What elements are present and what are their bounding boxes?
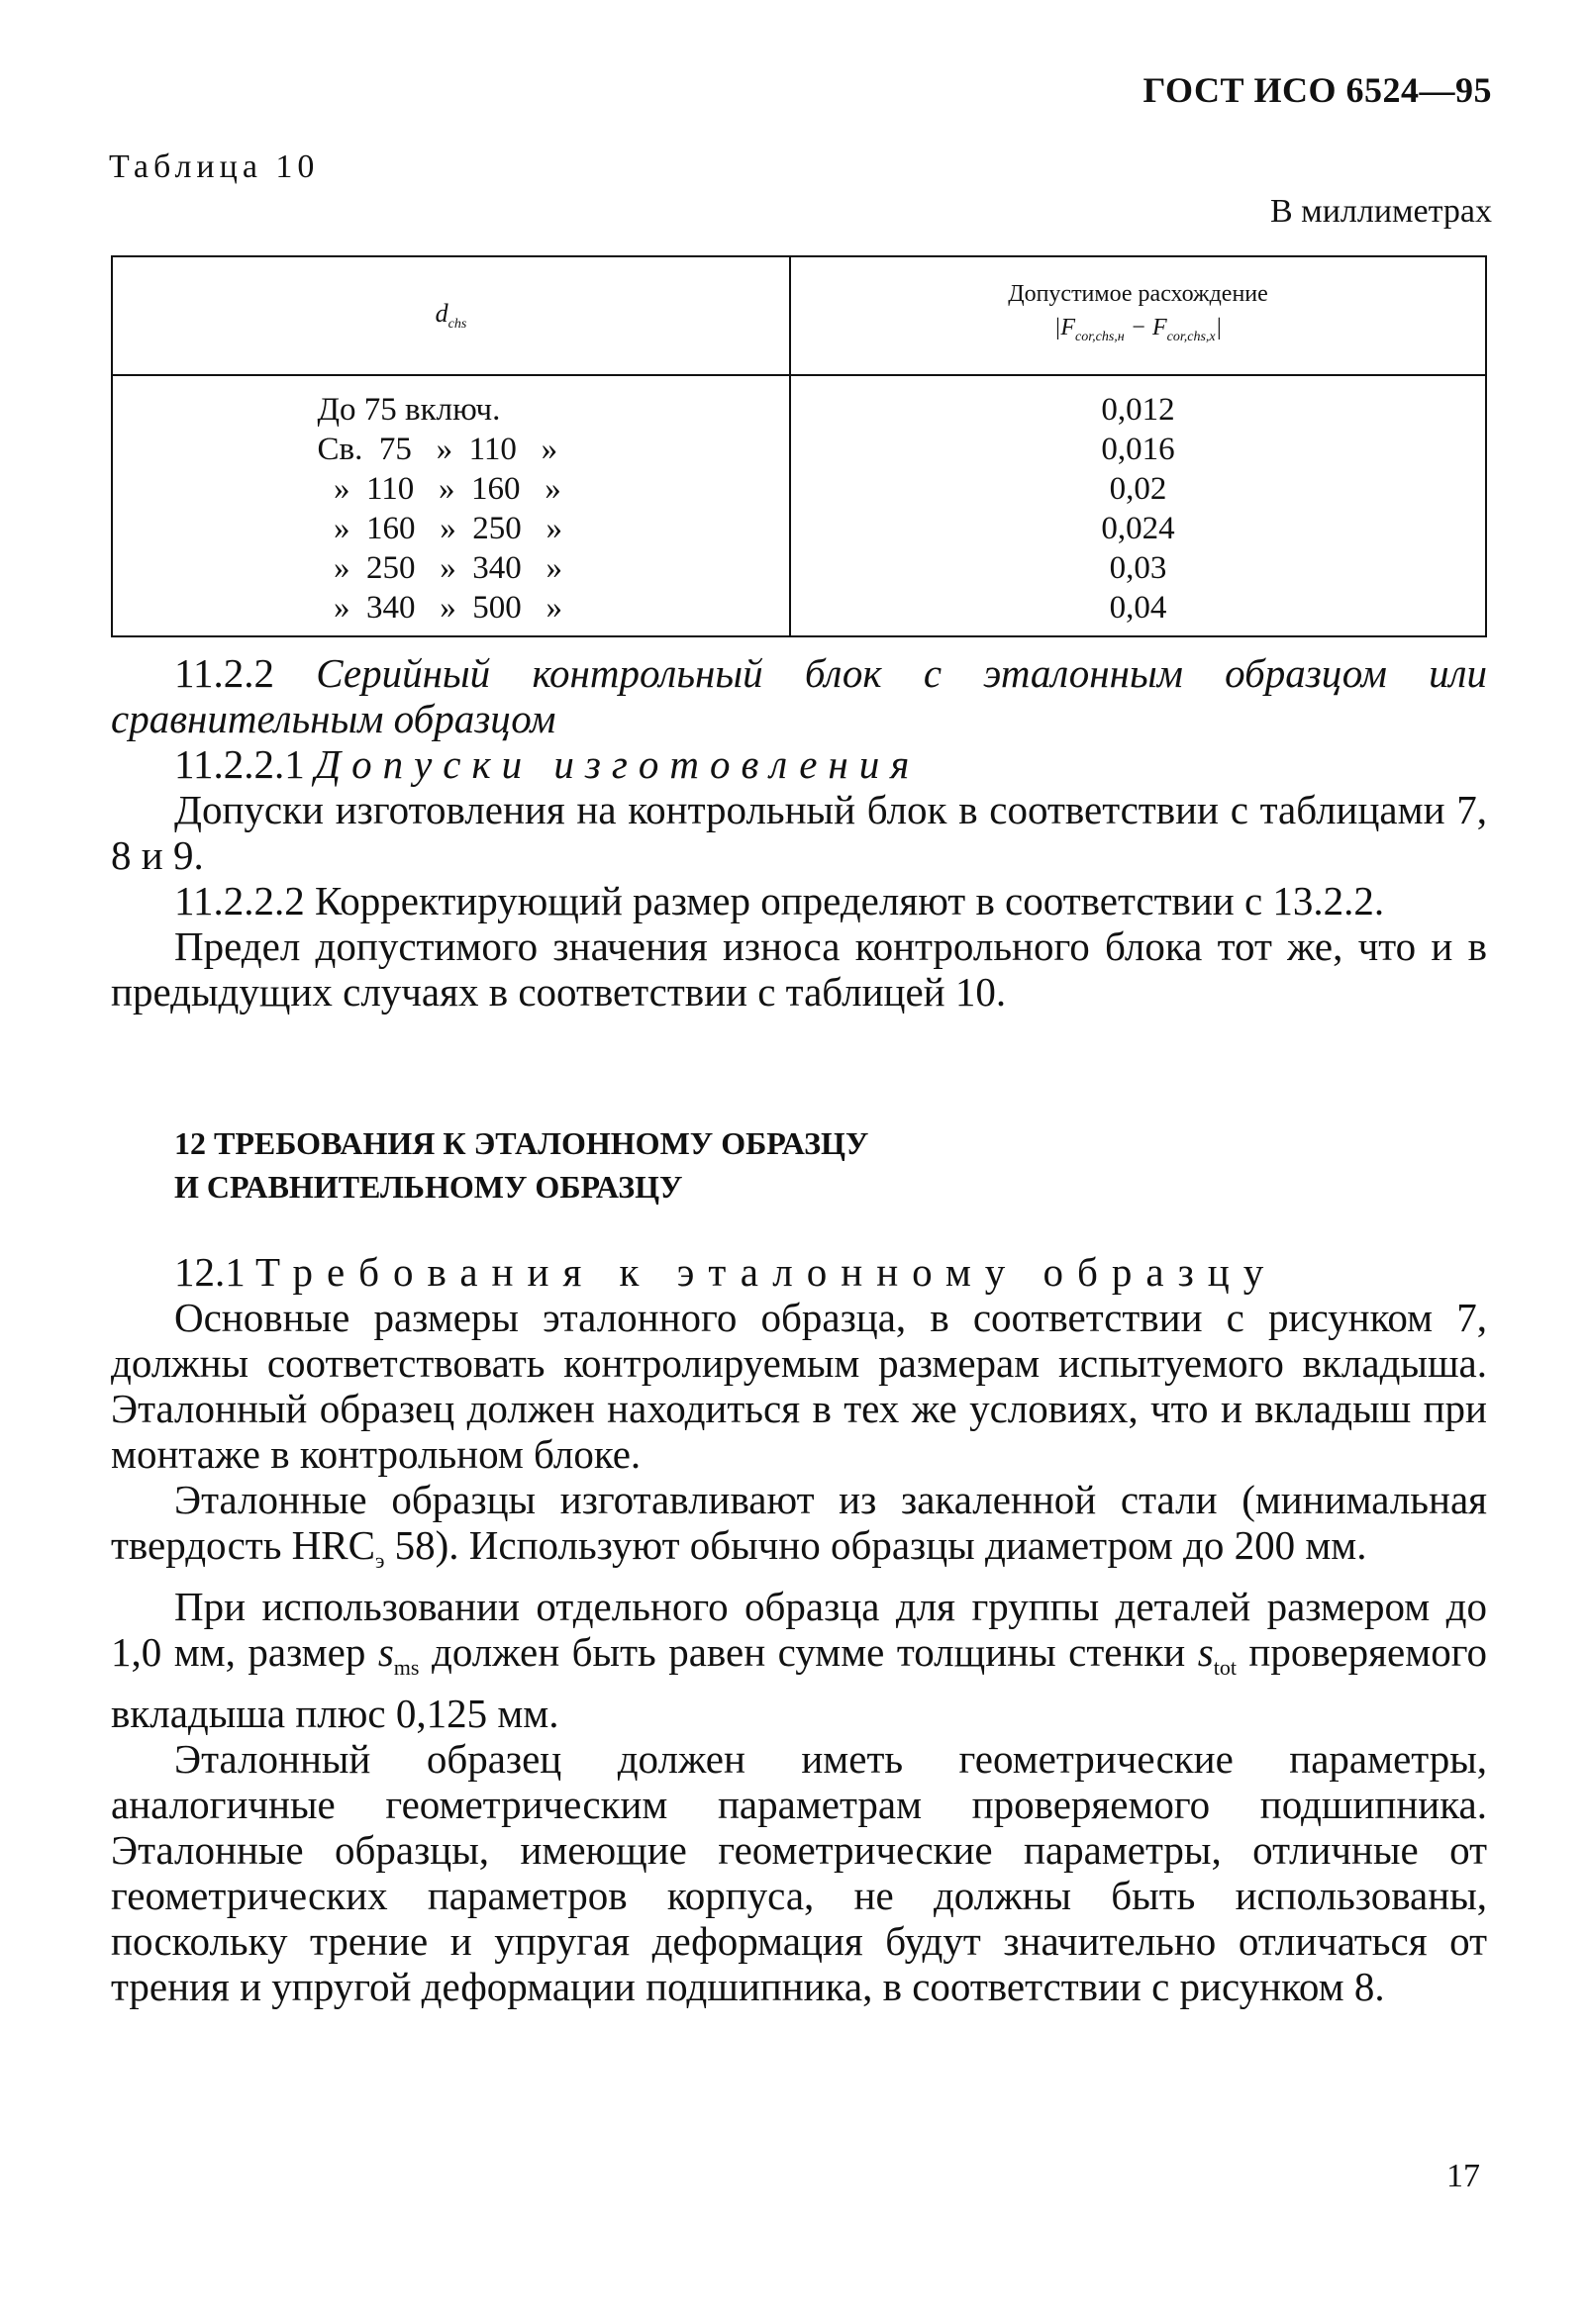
table-header-diameter <box>112 256 790 375</box>
diameter-symbol: $d_{chs}$ <box>435 298 467 333</box>
clause-11-2-2-title: 11.2.2 Серийный контрольный блок с эталонным образцом или сравнительным образцом <box>111 650 1487 741</box>
table-cell-range: » 110 » 160 » <box>112 469 790 509</box>
table-row <box>112 469 1486 509</box>
paragraph: Основные размеры эталонного образца, в соответствии с рисунком 7, должны соответствовать контролируемым размерам испытуемого вкладыша. Эталонный образец должен находиться в тех же условиях, что и вкладыш при монтаже в контрольном блоке. <box>111 1295 1487 1477</box>
clause-11-2-2-1-title: 11.2.2.1 Допуски изготовления <box>174 741 921 787</box>
table-cell-value: 0,012 <box>790 375 1486 430</box>
table-units: В миллиметрах <box>1270 193 1492 230</box>
table-row <box>112 430 1486 469</box>
paragraph: Предел допустимого значения износа контрольного блока тот же, что и в предыдущих случаях в соответствии с таблицей 10. <box>111 923 1487 1015</box>
table-cell-range: » 250 » 340 » <box>112 548 790 588</box>
table-row <box>112 548 1486 588</box>
table-cell-value: 0,024 <box>790 509 1486 548</box>
tolerance-table <box>111 255 1487 637</box>
table-cell-range: » 340 » 500 » <box>112 588 790 636</box>
paragraph: Эталонный образец должен иметь геометрические параметры, аналогичные геометрическим параметрам проверяемого подшипника. Эталонные образцы, имеющие геометрические параметры, отличные от геометрических параметров корпуса, не должны быть использованы, поскольку трение и упругая деформация будут значительно отличаться от трения и упругой деформации подшипника, в соответствии с рисунком 8. <box>111 1736 1487 2010</box>
table-cell-range: Св. 75 » 110 » <box>112 430 790 469</box>
table-cell-value: 0,03 <box>790 548 1486 588</box>
table-row <box>112 509 1486 548</box>
table-title: Таблица 10 <box>109 148 320 185</box>
clause-12-1-title: 12.1 Требования к эталонному образцу <box>174 1249 1278 1295</box>
standard-designation: ГОСТ ИСО 6524—95 <box>1142 70 1492 110</box>
paragraph: 11.2.2.2 Корректирующий размер определяют в соответствии с 13.2.2. <box>174 878 1385 923</box>
clause-12-1 <box>111 1249 1487 2009</box>
table-row <box>112 588 1486 636</box>
clause-11-2-2 <box>111 650 1487 1015</box>
deviation-formula: $|F_{cor,chs,н} - F_{cor,chs,x}|$ <box>1053 315 1223 344</box>
deviation-header-label: Допустимое расхождение <box>1008 281 1268 308</box>
paragraph: При использовании отдельного образца для группы деталей размером до 1,0 мм, размер $s_{ms}$ должен быть равен сумме толщины стенки $s_{tot}$ проверяемого вкладыша плюс 0,125 мм. <box>111 1584 1487 1737</box>
table-header-deviation <box>790 256 1486 375</box>
table-cell-range: » 160 » 250 » <box>112 509 790 548</box>
table-row <box>112 375 1486 430</box>
table-cell-value: 0,016 <box>790 430 1486 469</box>
paragraph: Эталонные образцы изготавливают из закаленной стали (минимальная твердость $HRC_э$ 58). Используют обычно образцы диаметром до 200 мм. <box>111 1477 1487 1574</box>
page-number: 17 <box>1446 2158 1480 2194</box>
table-cell-value: 0,02 <box>790 469 1486 509</box>
paragraph: Допуски изготовления на контрольный блок в соответствии с таблицами 7, 8 и 9. <box>111 787 1487 878</box>
table-cell-range: До 75 включ. <box>112 375 790 430</box>
section-12-heading: 12 ТРЕБОВАНИЯ К ЭТАЛОННОМУ ОБРАЗЦУ И СРАВНИТЕЛЬНОМУ ОБРАЗЦУ <box>174 1125 869 1205</box>
table-cell-value: 0,04 <box>790 588 1486 636</box>
